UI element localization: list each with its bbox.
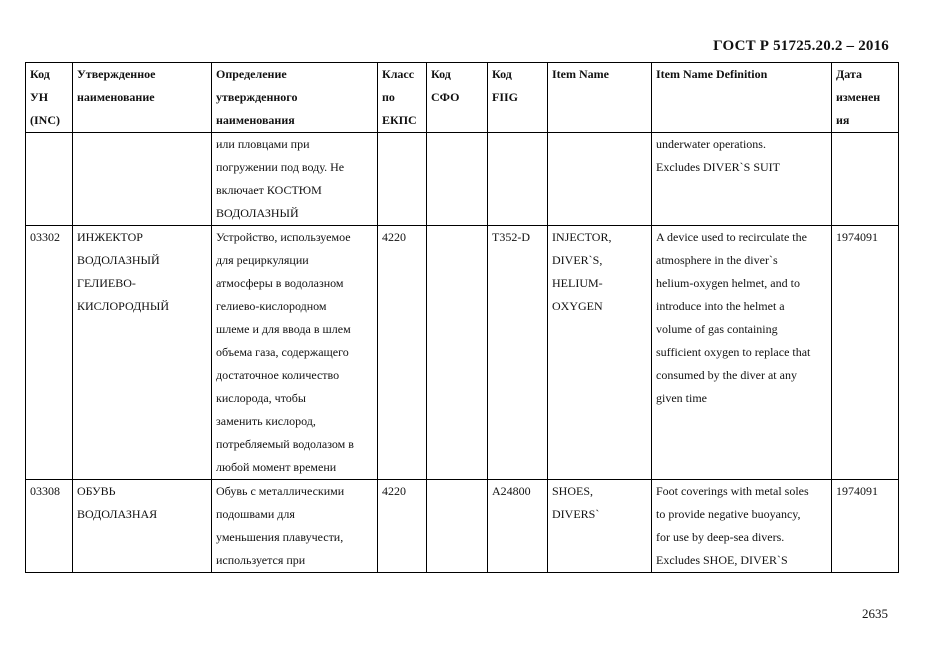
column-header-date: Дата изменен ия	[832, 63, 899, 133]
column-header-fiig: Код FIIG	[488, 63, 548, 133]
cell-sfo	[427, 133, 488, 226]
cell-class: 4220	[378, 480, 427, 573]
cell-name: ОБУВЬ ВОДОЛАЗНАЯ	[73, 480, 212, 573]
cell-inc: 03302	[26, 226, 73, 480]
catalog-table	[25, 62, 899, 573]
cell-inc	[26, 133, 73, 226]
cell-class	[378, 133, 427, 226]
cell-fiig: T352-D	[488, 226, 548, 480]
column-header-class: Класс по ЕКПС	[378, 63, 427, 133]
cell-class: 4220	[378, 226, 427, 480]
cell-item-name	[548, 133, 652, 226]
cell-name	[73, 133, 212, 226]
cell-item-name: INJECTOR, DIVER`S, HELIUM- OXYGEN	[548, 226, 652, 480]
cell-date: 1974091	[832, 226, 899, 480]
column-header-definition: Определение утвержденного наименования	[212, 63, 378, 133]
cell-name: ИНЖЕКТОР ВОДОЛАЗНЫЙ ГЕЛИЕВО- КИСЛОРОДНЫЙ	[73, 226, 212, 480]
cell-item-definition: A device used to recirculate the atmosphere in the diver`s helium-oxygen helmet, and to introduce into the helmet a volume of gas containing sufficient oxygen to replace that consumed by the diver at any given time	[652, 226, 832, 480]
table-row	[26, 133, 899, 226]
cell-inc: 03308	[26, 480, 73, 573]
page-number: 2635	[862, 606, 888, 621]
column-header-item-name: Item Name	[548, 63, 652, 133]
cell-definition: Устройство, используемое для рециркуляции атмосферы в водолазном гелиево-кислородном шлеме и для ввода в шлем объема газа, содержащего достаточное количество кислорода, чтобы заменить кислород, потребляемый водолазом в любой момент времени	[212, 226, 378, 480]
cell-definition: Обувь с металлическими подошвами для уменьшения плавучести, используется при	[212, 480, 378, 573]
cell-item-name: SHOES, DIVERS`	[548, 480, 652, 573]
cell-item-definition: Foot coverings with metal soles to provide negative buoyancy, for use by deep-sea divers. Excludes SHOE, DIVER`S	[652, 480, 832, 573]
cell-item-definition: underwater operations. Excludes DIVER`S SUIT	[652, 133, 832, 226]
document-title: ГОСТ Р 51725.20.2 – 2016	[713, 38, 889, 54]
column-header-inc: Код УН (INC)	[26, 63, 73, 133]
cell-fiig	[488, 133, 548, 226]
cell-date	[832, 133, 899, 226]
cell-definition: или пловцами при погружении под воду. Не включает КОСТЮМ ВОДОЛАЗНЫЙ	[212, 133, 378, 226]
table-row	[26, 226, 899, 480]
table-row	[26, 480, 899, 573]
column-header-item-definition: Item Name Definition	[652, 63, 832, 133]
column-header-sfo: Код СФО	[427, 63, 488, 133]
cell-sfo	[427, 480, 488, 573]
column-header-approved-name: Утвержденное наименование	[73, 63, 212, 133]
cell-fiig: A24800	[488, 480, 548, 573]
table-header-row	[26, 63, 899, 133]
cell-date: 1974091	[832, 480, 899, 573]
cell-sfo	[427, 226, 488, 480]
